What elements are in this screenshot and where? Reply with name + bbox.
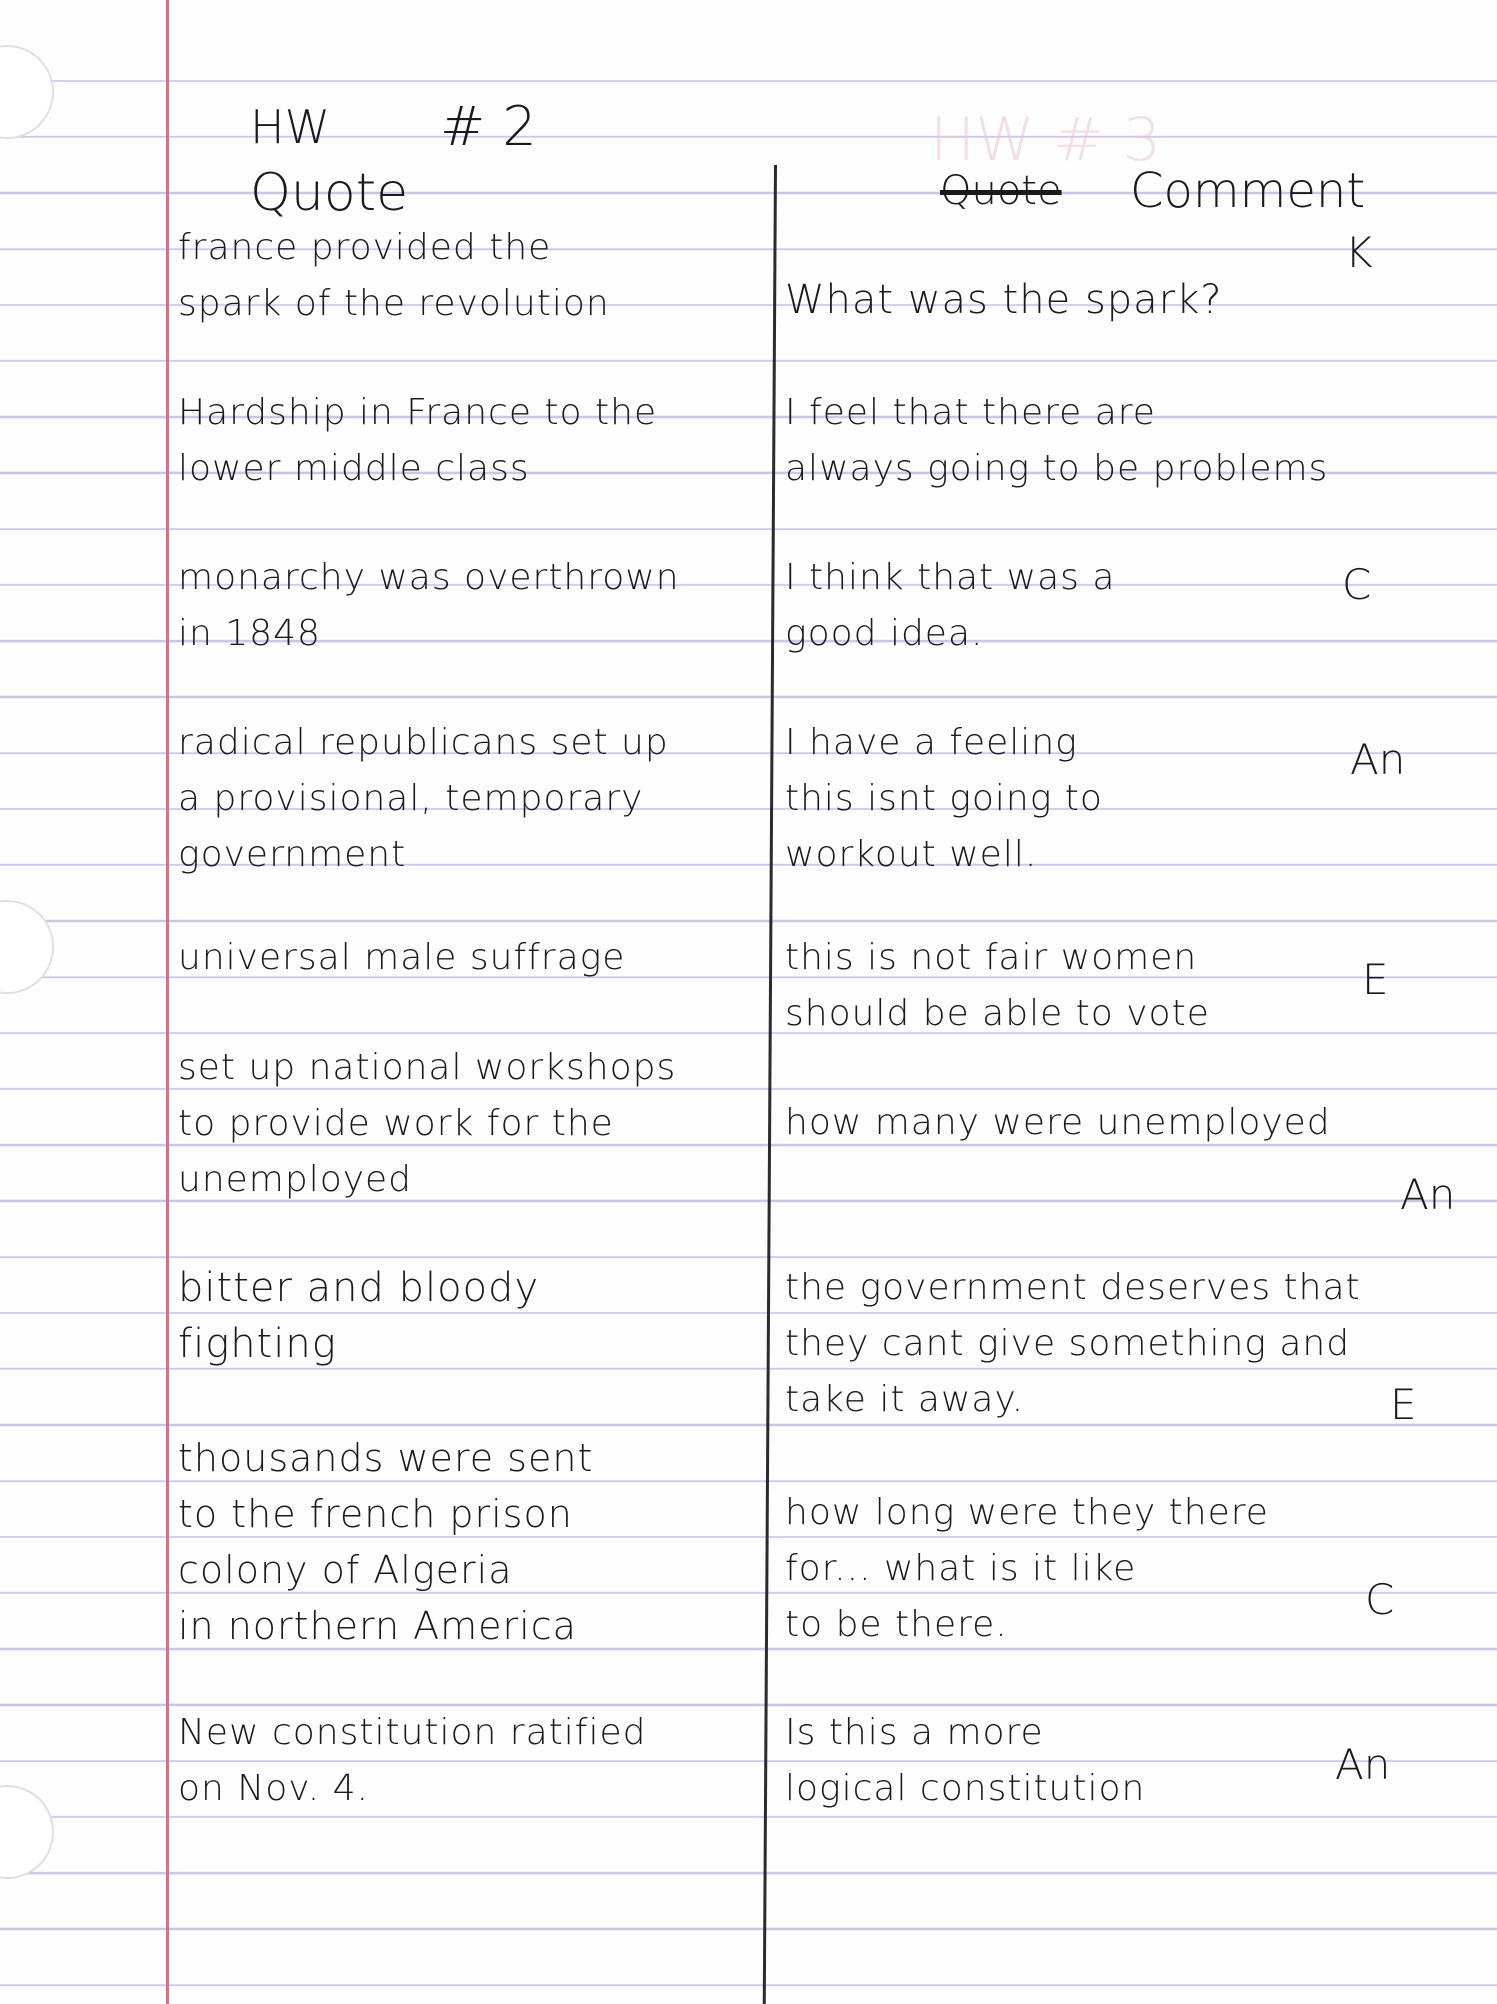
grade-mark: K — [1345, 228, 1373, 277]
hw-label: HW — [250, 100, 331, 154]
quote-column-header: Quote — [250, 163, 409, 223]
comment-entry: this is not fair women should be able to vote — [785, 937, 1210, 1034]
grade-mark: An — [1350, 735, 1406, 784]
grade-mark: An — [1335, 1740, 1391, 1789]
grade-mark: C — [1365, 1575, 1395, 1624]
quote-entry: universal male suffrage — [178, 937, 626, 978]
quote-entry: set up national workshops to provide work for the unemployed — [178, 1047, 677, 1200]
comment-entry: the government deserves that they cant give something and take it away. — [785, 1267, 1361, 1420]
quote-entry: monarchy was overthrown in 1848 — [178, 557, 680, 654]
comment-entry: how long were they there for... what is it like to be there. — [785, 1492, 1269, 1645]
bleed-through-mark: HW # 3 — [930, 105, 1162, 175]
hw-number: # 2 — [440, 95, 537, 158]
comment-entry: I think that was a good idea. — [785, 557, 1116, 654]
comment-entry: how many were unemployed — [785, 1102, 1331, 1143]
punch-hole — [0, 900, 54, 994]
punch-hole — [0, 45, 54, 139]
quote-entry: New constitution ratified on Nov. 4. — [178, 1712, 647, 1809]
quote-entry: thousands were sent to the french prison colony of Algeria in northern America — [178, 1436, 594, 1648]
comment-entry: I feel that there are always going to be problems — [785, 392, 1329, 489]
quote-entry: radical republicans set up a provisional, temporary government — [178, 722, 669, 875]
struck-header-word: Quote — [940, 168, 1062, 214]
grade-mark: E — [1390, 1380, 1417, 1429]
quote-entry: france provided the spark of the revolution — [178, 227, 610, 324]
comment-entry: What was the spark? — [785, 277, 1223, 323]
punch-hole — [0, 1785, 54, 1879]
comment-entry: Is this a more logical constitution — [785, 1712, 1146, 1809]
comment-column-header: Comment — [1130, 163, 1366, 219]
quote-entry: bitter and bloody fighting — [178, 1265, 540, 1367]
margin-line — [166, 0, 169, 2004]
grade-mark: An — [1400, 1170, 1456, 1219]
comment-entry: I have a feeling this isnt going to workout well. — [785, 722, 1103, 875]
grade-mark: E — [1362, 955, 1389, 1004]
grade-mark: C — [1342, 560, 1372, 609]
quote-entry: Hardship in France to the lower middle class — [178, 392, 658, 489]
